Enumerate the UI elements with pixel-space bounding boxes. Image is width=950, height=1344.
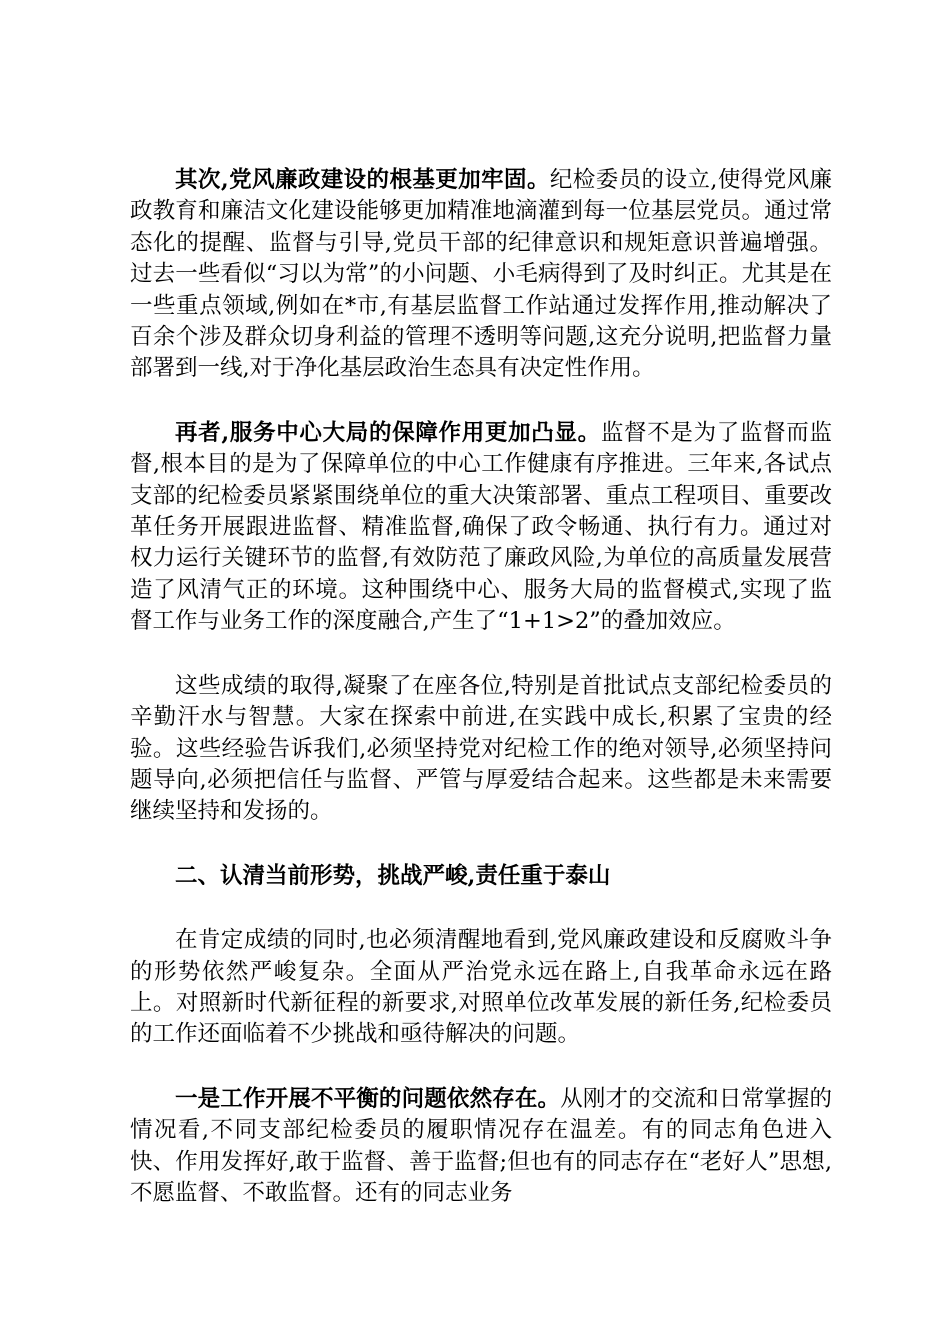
paragraph-lead: 一是工作开展不平衡的问题依然存在。 bbox=[175, 1085, 561, 1112]
paragraph-text: 从刚才的交流和日常掌握的情况看,不同支部纪检委员的履职情况存在温差。有的同志角色进入快、作用发挥好,敢于监督、善于监督;但也有的同志存在“老好人”思想,不愿监督、不敢监督。还有的同志业务 bbox=[130, 1085, 832, 1206]
paragraph-lead: 再者,服务中心大局的保障作用更加凸显。 bbox=[175, 419, 601, 446]
paragraph-text: 监督不是为了监督而监督,根本目的是为了保障单位的中心工作健康有序推进。三年来,各试点支部的纪检委员紧紧围绕单位的重大决策部署、重点工程项目、重要改革任务开展跟进监督、精准监督,确保了政令畅通、执行有力。通过对权力运行关键环节的监督,有效防范了廉政风险,为单位的高质量发展营造了风清气正的环境。这种围绕中心、服务大局的监督模式,实现了监督工作与业务工作的深度融合,产生了“1+1>2”的叠加效应。 bbox=[130, 419, 832, 635]
paragraph-foundation bbox=[130, 165, 832, 385]
paragraph-text: 这些成绩的取得,凝聚了在座各位,特别是首批试点支部纪检委员的辛勤汗水与智慧。大家在探索中前进,在实践中成长,积累了宝贵的经验。这些经验告诉我们,必须坚持党对纪检工作的绝对领导,必须坚持问题导向,必须把信任与监督、严管与厚爱结合起来。这些都是未来需要继续坚持和发扬的。 bbox=[130, 672, 832, 825]
paragraph-text: 纪检委员的设立,使得党风廉政教育和廉洁文化建设能够更加精准地滴灌到每一位基层党员。通过常态化的提醒、监督与引导,党员干部的纪律意识和规矩意识普遍增强。过去一些看似“习以为常”的小问题、小毛病得到了及时纠正。尤其是在一些重点领域,例如在*市,有基层监督工作站通过发挥作用,推动解决了百余个涉及群众切身利益的管理不透明等问题,这充分说明,把监督力量部署到一线,对于净化基层政治生态具有决定性作用。 bbox=[130, 167, 832, 382]
paragraph-text: 在肯定成绩的同时,也必须清醒地看到,党风廉政建设和反腐败斗争的形势依然严峻复杂。全面从严治党永远在路上,自我革命永远在路上。对照新时代新征程的新要求,对照单位改革发展的新任务,纪检委员的工作还面临着不少挑战和亟待解决的问题。 bbox=[130, 927, 832, 1048]
paragraph-imbalance bbox=[130, 1084, 832, 1210]
section-heading: 二、认清当前形势，挑战严峻,责任重于泰山 bbox=[175, 862, 611, 889]
document-body bbox=[130, 165, 832, 1242]
paragraph-situation bbox=[130, 925, 832, 1051]
paragraph-service-role bbox=[130, 418, 832, 638]
paragraph-achievements bbox=[130, 671, 832, 828]
paragraph-lead: 其次,党风廉政建设的根基更加牢固。 bbox=[175, 167, 550, 193]
